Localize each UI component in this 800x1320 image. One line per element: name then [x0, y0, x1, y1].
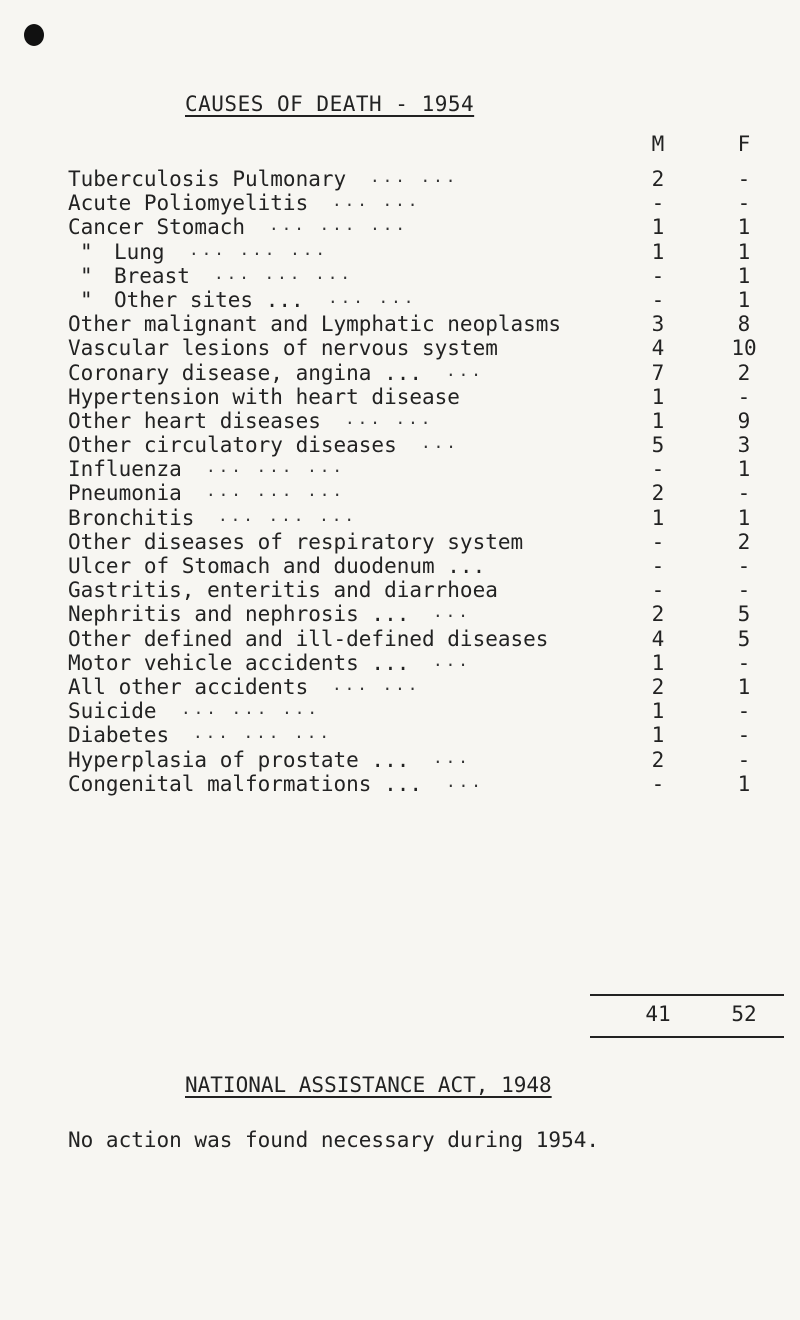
leader-dots: ...: [433, 650, 471, 670]
leader-dots: ...: [446, 771, 484, 791]
male-count: 7: [651, 360, 665, 385]
leader-dots: ... ... ...: [269, 215, 408, 235]
cause-label-text: Breast: [114, 263, 190, 288]
female-count: 2: [737, 360, 751, 385]
table-row: [0, 675, 800, 699]
leader-dots: ... ... ...: [189, 239, 328, 259]
male-count: 1: [651, 505, 665, 530]
female-count: 2: [737, 529, 751, 554]
leader-dots: ... ... ...: [206, 457, 345, 477]
female-count: 10: [731, 336, 757, 361]
cause-label: Diabetes: [68, 723, 170, 748]
female-count: -: [737, 747, 751, 772]
section-note: No action was found necessary during 1954.: [68, 1128, 600, 1152]
female-count: -: [737, 723, 751, 748]
table-row: [0, 506, 800, 530]
table-row: [0, 748, 800, 772]
female-count: 1: [737, 771, 751, 796]
table-row: [0, 167, 800, 191]
table-row: [0, 554, 800, 578]
female-count: -: [737, 191, 751, 216]
ditto-mark: ": [80, 263, 93, 288]
table-row: [0, 772, 800, 796]
male-count: 1: [651, 723, 665, 748]
table-row: [0, 602, 800, 626]
female-count: 1: [737, 457, 751, 482]
female-count: 1: [737, 674, 751, 699]
leader-dots: ...: [433, 747, 471, 767]
cause-label: Other diseases of respiratory system: [68, 529, 524, 554]
table-row: [0, 433, 800, 457]
leader-dots: ...: [421, 433, 459, 453]
female-count: 3: [737, 433, 751, 458]
table-row: [0, 457, 800, 481]
male-count: -: [651, 771, 665, 796]
cause-label: Other defined and ill-defined diseases: [68, 626, 549, 651]
leader-dots: ... ...: [328, 287, 417, 307]
female-count: -: [737, 650, 751, 675]
cause-label: Acute Poliomyelitis: [68, 191, 309, 216]
table-row: [0, 651, 800, 675]
female-count: -: [737, 167, 751, 191]
male-count: 1: [651, 215, 665, 240]
cause-label: Hyperplasia of prostate ...: [68, 747, 410, 772]
cause-label: [80, 240, 165, 264]
female-count: 1: [737, 287, 751, 312]
male-count: -: [651, 529, 665, 554]
table-row: [0, 699, 800, 723]
table-row: [0, 191, 800, 215]
female-count: 8: [737, 312, 751, 337]
table-row: [0, 723, 800, 747]
cause-label: Other heart diseases: [68, 408, 321, 433]
cause-label: Bronchitis: [68, 505, 195, 530]
cause-label: Other malignant and Lymphatic neoplasms: [68, 312, 562, 337]
male-count: 1: [651, 408, 665, 433]
male-count: 1: [651, 650, 665, 675]
female-count: 1: [737, 263, 751, 288]
table-row: [0, 530, 800, 554]
total-rule-bottom: [590, 1036, 784, 1038]
leader-dots: ... ...: [345, 408, 434, 428]
cause-label: Ulcer of Stomach and duodenum ...: [68, 554, 486, 578]
table-row: [0, 264, 800, 288]
bullet-mark: [24, 24, 44, 46]
cause-label-text: Lung: [114, 239, 165, 264]
male-count: -: [651, 554, 665, 578]
leader-dots: ... ... ...: [218, 505, 357, 525]
male-count: 2: [651, 602, 665, 627]
female-count: -: [737, 578, 751, 603]
table-row: [0, 385, 800, 409]
leader-dots: ... ...: [332, 674, 421, 694]
table-row: [0, 240, 800, 264]
total-male: 41: [645, 1002, 671, 1026]
table-row: [0, 215, 800, 239]
cause-label: Hypertension with heart disease: [68, 384, 460, 409]
total-female: 52: [731, 1002, 757, 1026]
table-row: [0, 312, 800, 336]
male-count: 1: [651, 239, 665, 264]
causes-table: [0, 167, 800, 796]
cause-label-text: Other sites ...: [114, 287, 304, 312]
male-count: 4: [651, 626, 665, 651]
page-title: CAUSES OF DEATH - 1954: [185, 92, 475, 116]
cause-label: [80, 264, 190, 288]
total-rule-top: [590, 994, 784, 996]
leader-dots: ...: [446, 360, 484, 380]
leader-dots: ...: [433, 602, 471, 622]
female-count: 1: [737, 505, 751, 530]
cause-label: Cancer Stomach: [68, 215, 246, 240]
cause-label: Tuberculosis Pulmonary: [68, 167, 347, 191]
female-count: 1: [737, 215, 751, 240]
cause-label: Influenza: [68, 457, 182, 482]
male-count: 2: [651, 747, 665, 772]
male-count: 4: [651, 336, 665, 361]
cause-label: Vascular lesions of nervous system: [68, 336, 498, 361]
section-heading: NATIONAL ASSISTANCE ACT, 1948: [185, 1073, 552, 1097]
leader-dots: ... ...: [332, 191, 421, 211]
male-count: 2: [651, 481, 665, 506]
table-row: [0, 361, 800, 385]
leader-dots: ... ... ...: [181, 699, 320, 719]
cause-label: Nephritis and nephrosis ...: [68, 602, 410, 627]
cause-label: Coronary disease, angina ...: [68, 360, 423, 385]
cause-label: Suicide: [68, 699, 157, 724]
female-count: -: [737, 699, 751, 724]
cause-label: Gastritis, enteritis and diarrhoea: [68, 578, 498, 603]
cause-label: Pneumonia: [68, 481, 182, 506]
leader-dots: ... ... ...: [206, 481, 345, 501]
table-row: [0, 336, 800, 360]
column-header-male: M: [651, 132, 665, 156]
female-count: 1: [737, 239, 751, 264]
female-count: -: [737, 481, 751, 506]
female-count: -: [737, 554, 751, 578]
male-count: 2: [651, 674, 665, 699]
male-count: -: [651, 263, 665, 288]
female-count: 9: [737, 408, 751, 433]
cause-label: Congenital malformations ...: [68, 771, 423, 796]
male-count: 5: [651, 433, 665, 458]
male-count: 1: [651, 699, 665, 724]
leader-dots: ... ...: [370, 167, 459, 186]
male-count: 1: [651, 384, 665, 409]
cause-label: Motor vehicle accidents ...: [68, 650, 410, 675]
ditto-mark: ": [80, 287, 93, 312]
male-count: 3: [651, 312, 665, 337]
female-count: -: [737, 384, 751, 409]
male-count: -: [651, 457, 665, 482]
cause-label: All other accidents: [68, 674, 309, 699]
cause-label: [80, 288, 304, 312]
leader-dots: ... ... ...: [214, 263, 353, 283]
table-row: [0, 578, 800, 602]
male-count: 2: [651, 167, 665, 191]
ditto-mark: ": [80, 239, 93, 264]
cause-label: Other circulatory diseases: [68, 433, 397, 458]
table-row: [0, 481, 800, 505]
table-row: [0, 409, 800, 433]
female-count: 5: [737, 602, 751, 627]
female-count: 5: [737, 626, 751, 651]
male-count: -: [651, 287, 665, 312]
column-header-female: F: [737, 132, 751, 156]
table-row: [0, 288, 800, 312]
table-row: [0, 627, 800, 651]
leader-dots: ... ... ...: [193, 723, 332, 743]
male-count: -: [651, 578, 665, 603]
male-count: -: [651, 191, 665, 216]
